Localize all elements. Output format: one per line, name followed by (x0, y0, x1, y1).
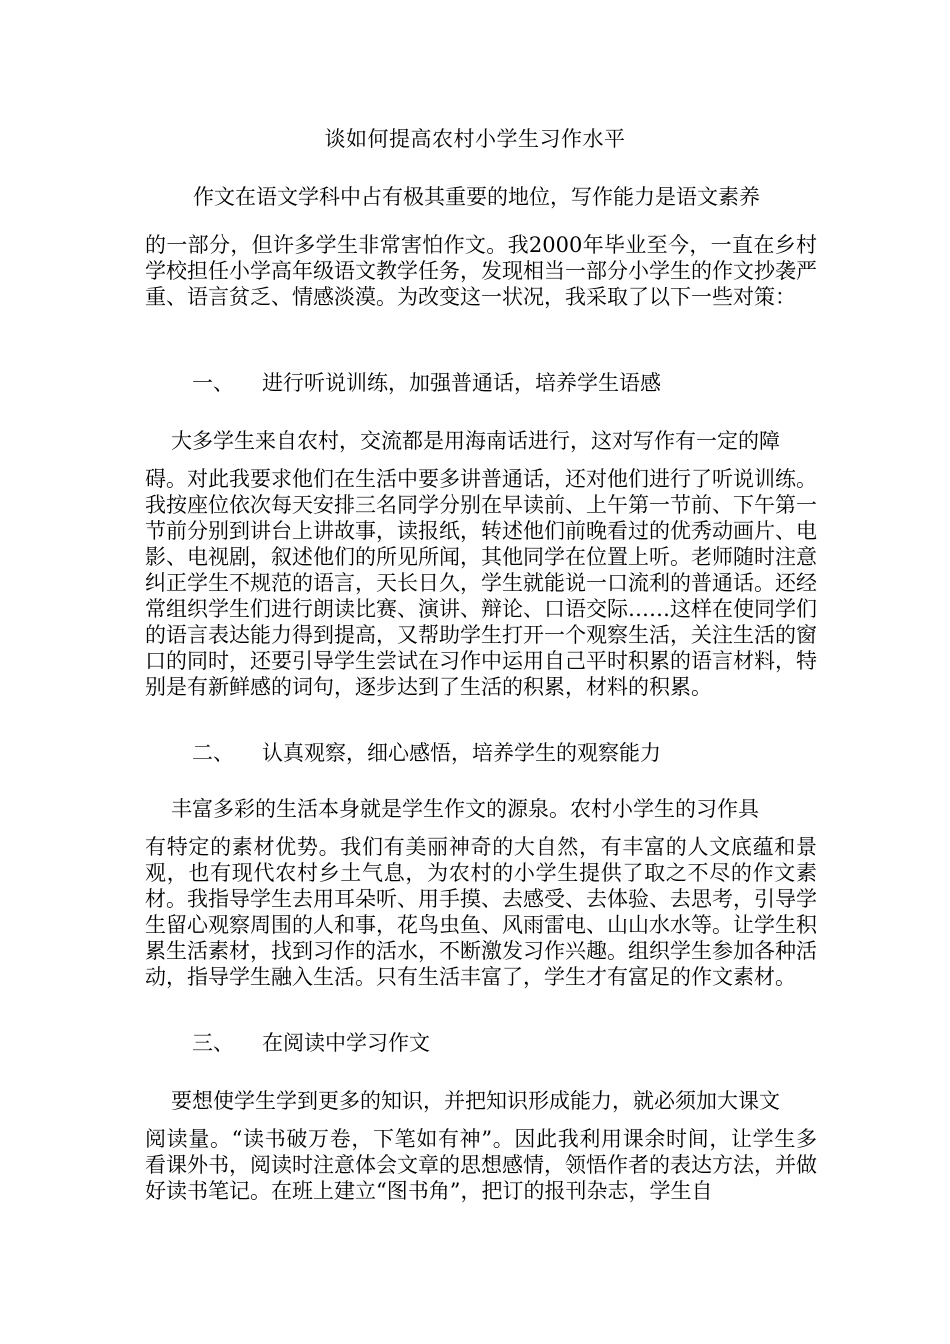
section-2-paragraph-continued (145, 834, 817, 990)
section-number: 二、 (192, 741, 234, 765)
intro-paragraph (145, 184, 817, 210)
section-3-paragraph-continued (145, 1126, 817, 1204)
section-3-paragraph (145, 1088, 817, 1114)
intro-paragraph-continued (145, 232, 817, 310)
section-2-paragraph (145, 796, 817, 822)
document-title: 谈如何提高农村小学生习作水平 (324, 127, 626, 151)
section-3-first-line: 要想使学生学到更多的知识，并把知识形成能力，就必须加大课文 (171, 1089, 780, 1113)
section-heading-2 (192, 740, 661, 766)
section-number: 一、 (192, 371, 234, 395)
section-heading-3 (192, 1030, 430, 1056)
section-1-body: 碍。对此我要求他们在生活中要多讲普通话，还对他们进行了听说训练。我按座位依次每天安排三名同学分别在早读前、上午第一节前、下午第一节前分别到讲台上讲故事，读报纸，转述他们前晚看过的优秀动画片、电影、电视剧，叙述他们的所见所闻，其他同学在位置上听。老师随时注意纠正学生不规范的语言，天长日久，学生就能说一口流利的普通话。还经常组织学生们进行朗读比赛、演讲、辩论、口语交际……这样在使同学们的语言表达能力得到提高，又帮助学生打开一个观察生活，关注生活的窗口的同时，还要引导学生尝试在习作中运用自己平时积累的语言材料，特别是有新鲜感的词句，逐步达到了生活的积累，材料的积累。 (145, 467, 817, 699)
section-1-first-line: 大多学生来自农村，交流都是用海南话进行，这对写作有一定的障 (171, 429, 780, 453)
section-heading-text: 在阅读中学习作文 (262, 1031, 430, 1055)
section-heading-1 (192, 370, 661, 396)
section-1-paragraph-continued (145, 466, 817, 700)
section-heading-text: 进行听说训练，加强普通话，培养学生语感 (262, 371, 661, 395)
section-2-body: 有特定的素材优势。我们有美丽神奇的大自然，有丰富的人文底蕴和景观，也有现代农村乡土气息，为农村的小学生提供了取之不尽的作文素材。我指导学生去用耳朵听、用手摸、去感受、去体验、去思考，引导学生留心观察周围的人和事，花鸟虫鱼、风雨雷电、山山水水等。让学生积累生活素材，找到习作的活水，不断激发习作兴趣。组织学生参加各种活动，指导学生融入生活。只有生活丰富了，学生才有富足的作文素材。 (145, 835, 817, 989)
section-3-body: 阅读量。“读书破万卷，下笔如有神”。因此我利用课余时间，让学生多看课外书，阅读时注意体会文章的思想感情，领悟作者的表达方法，并做好读书笔记。在班上建立“图书角”，把订的报刊杂志，学生自 (145, 1127, 817, 1203)
section-2-first-line: 丰富多彩的生活本身就是学生作文的源泉。农村小学生的习作具 (171, 797, 759, 821)
intro-first-line: 作文在语文学科中占有极其重要的地位，写作能力是语文素养 (193, 185, 760, 209)
section-1-paragraph (145, 428, 817, 454)
intro-body: 的一部分，但许多学生非常害怕作文。我2000年毕业至今，一直在乡村学校担任小学高年级语文教学任务，发现相当一部分小学生的作文抄袭严重、语言贫乏、情感淡漠。为改变这一状况，我采取了以下一些对策： (145, 233, 817, 309)
section-heading-text: 认真观察，细心感悟，培养学生的观察能力 (262, 741, 661, 765)
section-number: 三、 (192, 1031, 234, 1055)
